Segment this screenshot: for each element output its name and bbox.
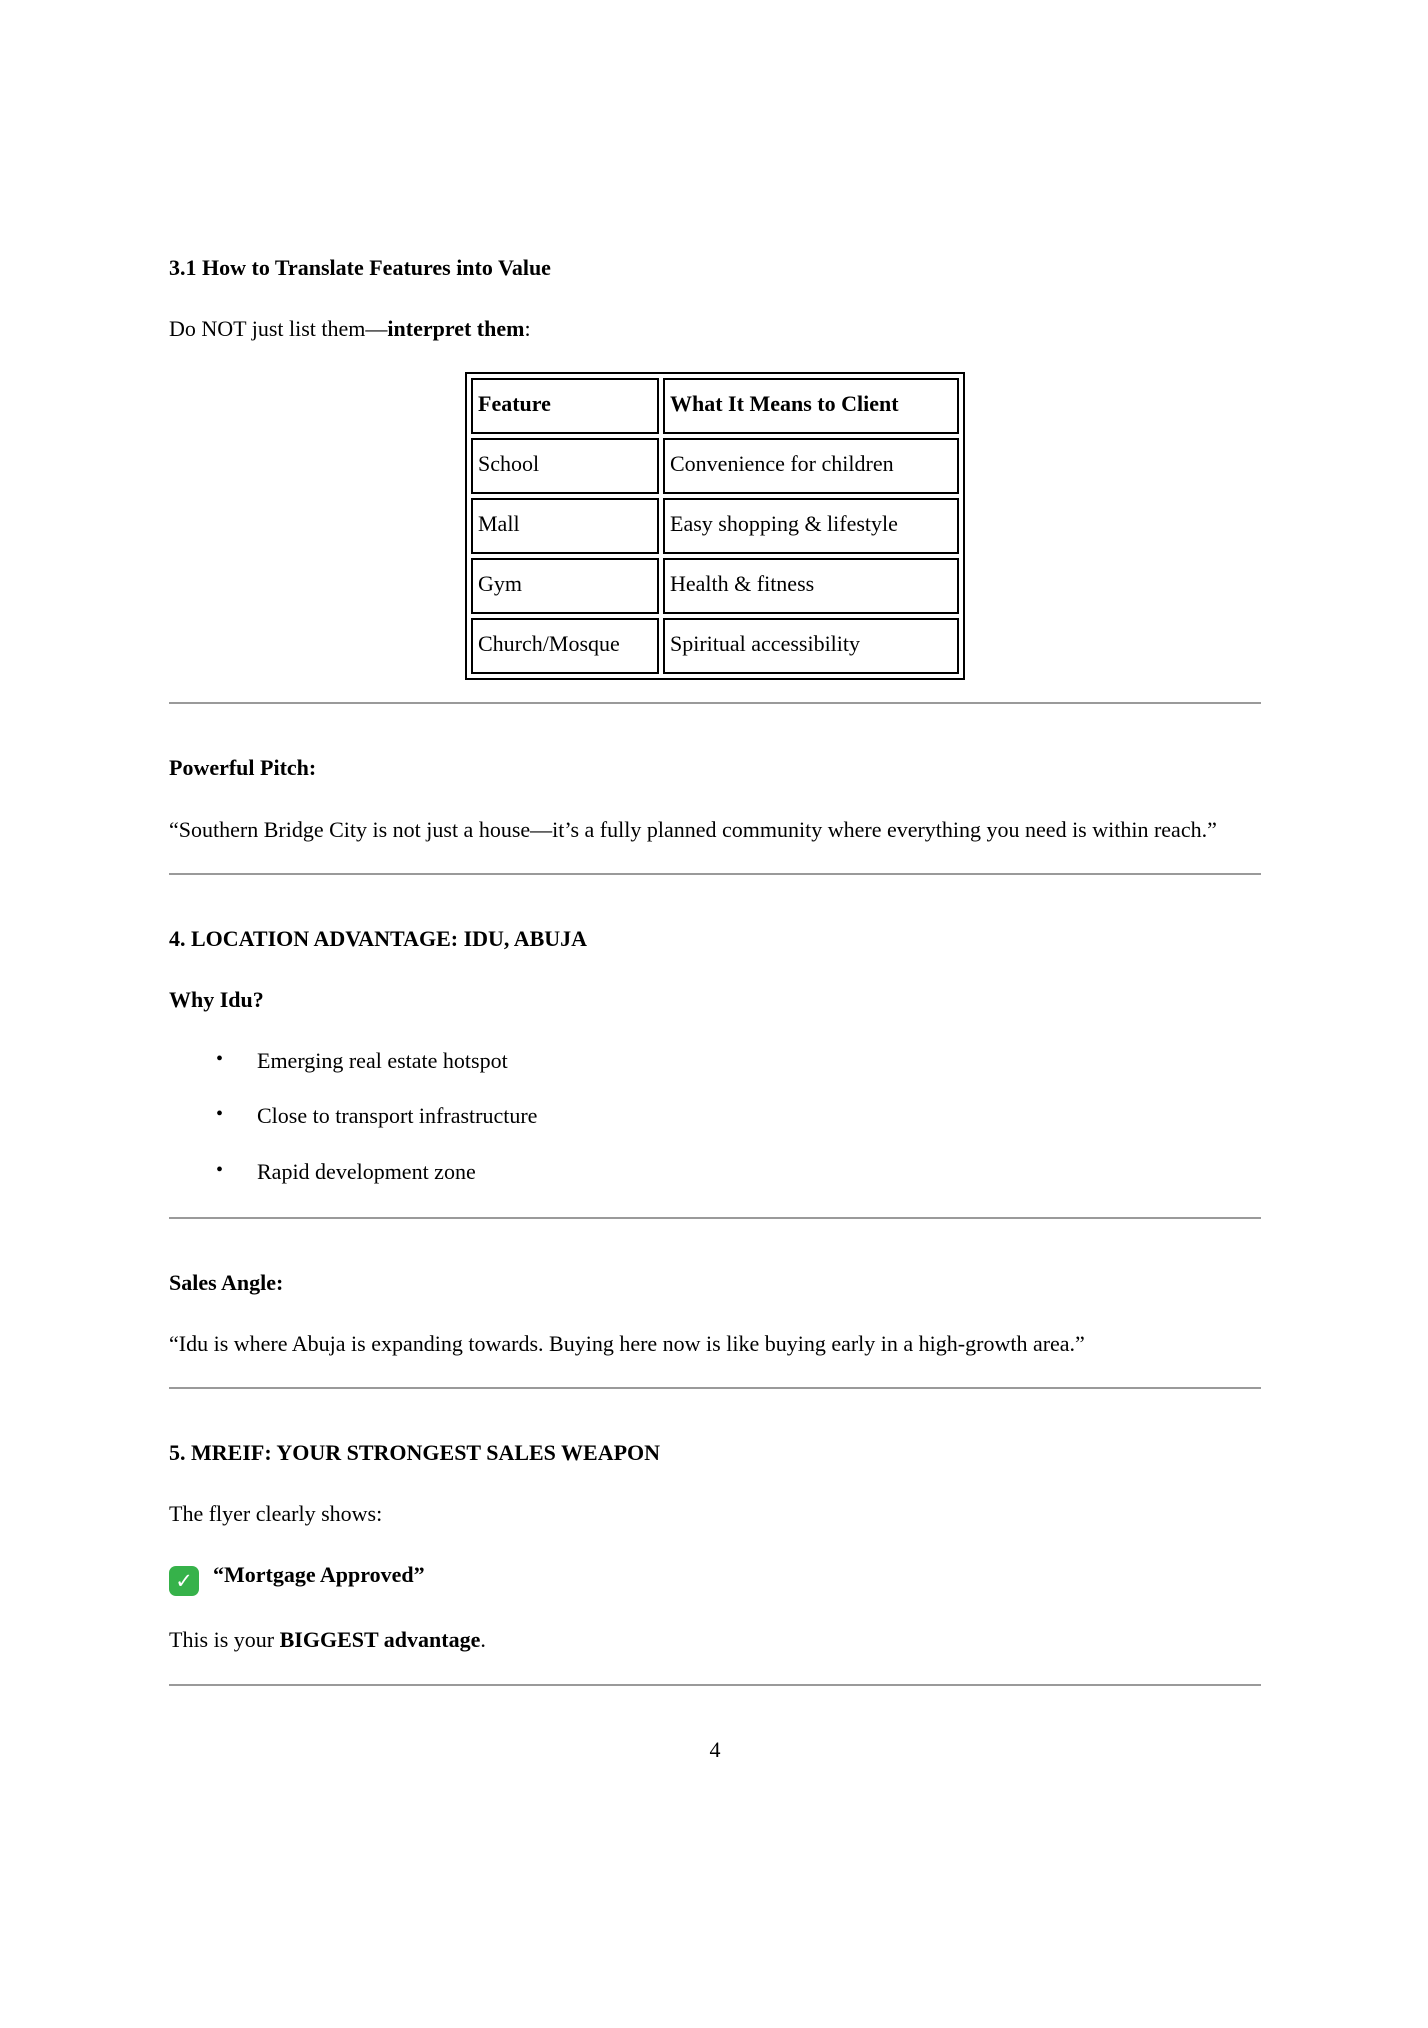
section-4-heading: 4. LOCATION ADVANTAGE: IDU, ABUJA (169, 925, 588, 951)
footer-divider (169, 1684, 1261, 1686)
mortgage-approved-label: “Mortgage Approved” (213, 1562, 425, 1588)
section-divider (169, 1217, 1261, 1219)
sales-angle-label: Sales Angle: (169, 1269, 284, 1295)
section-divider (169, 702, 1261, 704)
intro-colon: : (524, 316, 531, 342)
why-idu-subheading: Why Idu? (169, 986, 264, 1012)
table-header-meaning: What It Means to Client (663, 378, 959, 434)
powerful-pitch-label: Powerful Pitch: (169, 755, 317, 781)
document-content (169, 250, 1261, 1767)
outro-period: . (480, 1627, 486, 1653)
sales-angle-quote: “Idu is where Abuja is expanding towards. Buying here now is like buying early in a high-growth area.” (169, 1330, 1085, 1356)
table-cell-meaning: Health & fitness (663, 558, 959, 614)
intro-text: Do NOT just list them— (169, 316, 388, 342)
outro-text: This is your (169, 1627, 280, 1653)
table-cell-meaning: Spiritual accessibility (663, 618, 959, 674)
powerful-pitch-quote: “Southern Bridge City is not just a house—it’s a fully planned community where everything you need is within reach.” (169, 816, 1217, 842)
why-idu-bullet-list (169, 1043, 1261, 1189)
table-cell-feature: Church/Mosque (471, 618, 659, 674)
features-value-table (465, 372, 965, 680)
table-header-row (471, 378, 959, 434)
table-cell-feature: Gym (471, 558, 659, 614)
biggest-advantage-line (169, 1622, 1261, 1657)
table-row (471, 438, 959, 494)
intro-paragraph (169, 311, 1261, 346)
section-divider (169, 1387, 1261, 1389)
list-item: • Emerging real estate hotspot (257, 1043, 1261, 1078)
mortgage-approved-line (169, 1557, 1261, 1596)
flyer-intro: The flyer clearly shows: (169, 1501, 383, 1527)
page-number: 4 (709, 1736, 721, 1762)
intro-bold-text: interpret them (387, 316, 525, 342)
section-3-1-heading: 3.1 How to Translate Features into Value (169, 255, 551, 280)
check-mark-icon: ✓ (169, 1566, 199, 1596)
section-5-heading: 5. MREIF: YOUR STRONGEST SALES WEAPON (169, 1440, 661, 1466)
table-cell-feature: Mall (471, 498, 659, 554)
table-row (471, 618, 959, 674)
table-cell-meaning: Convenience for children (663, 438, 959, 494)
table-header-feature: Feature (471, 378, 659, 434)
table-cell-meaning: Easy shopping & lifestyle (663, 498, 959, 554)
table-row (471, 498, 959, 554)
section-divider (169, 873, 1261, 875)
list-item: • Rapid development zone (257, 1154, 1261, 1189)
table-cell-feature: School (471, 438, 659, 494)
outro-bold-text: BIGGEST advantage (279, 1627, 481, 1653)
list-item: • Close to transport infrastructure (257, 1098, 1261, 1133)
table-row (471, 558, 959, 614)
